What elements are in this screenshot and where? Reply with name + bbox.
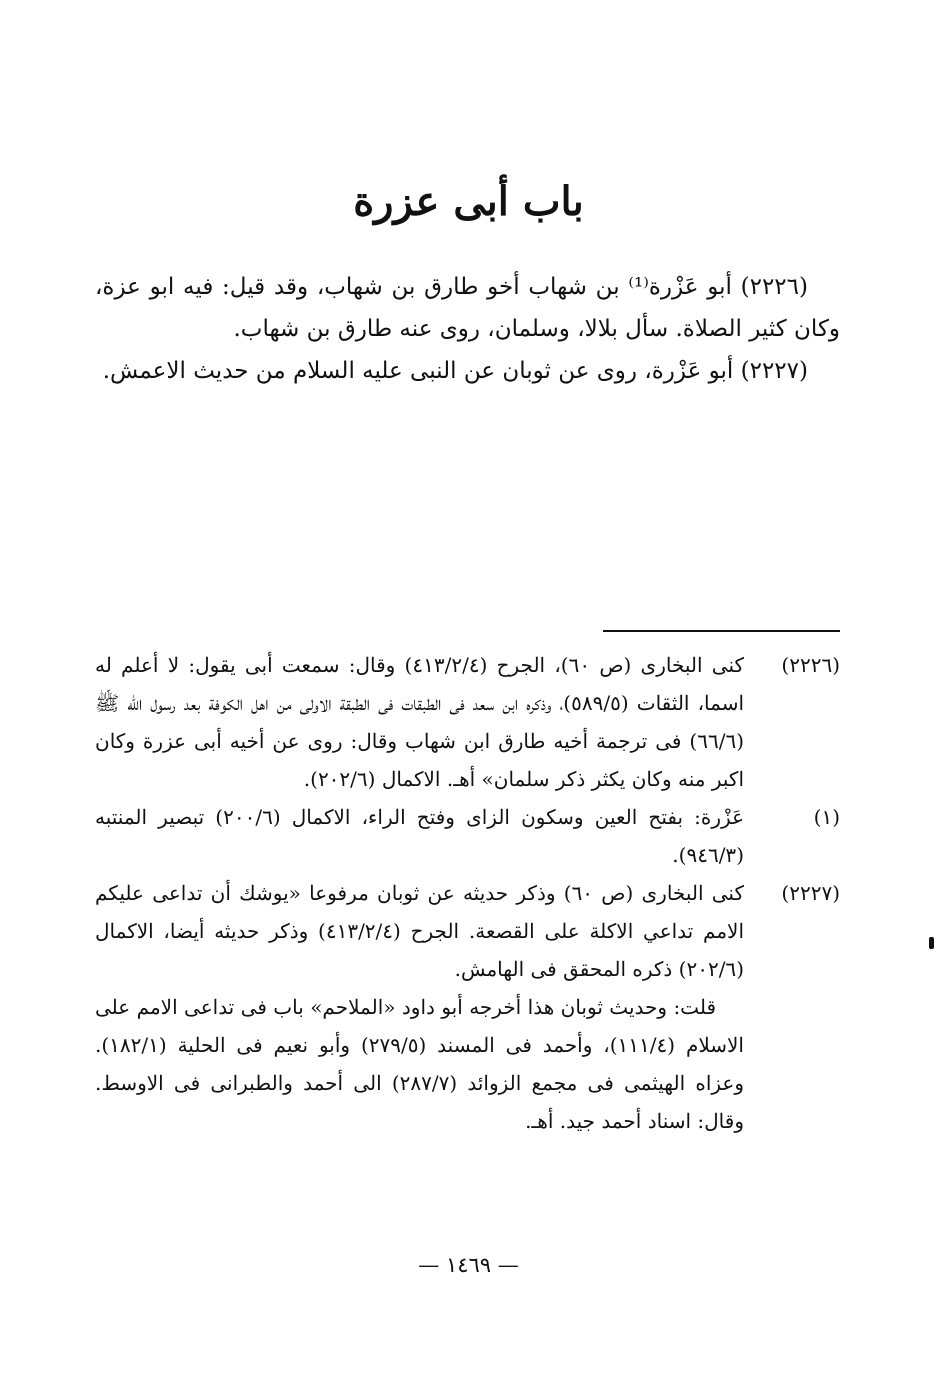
footnote-1 — [95, 798, 840, 874]
footnote-body — [95, 874, 744, 1140]
footnote-divider — [603, 630, 840, 632]
footnote-body — [95, 646, 744, 798]
footnote-marker: (١) — [813, 805, 840, 829]
footnote-2227 — [95, 874, 840, 1140]
footnote-paragraph: كنى البخارى (ص ٦٠)، الجرح (٤١٣/٢/٤) وقال: سمعت أبى يقول: لا أعلم له اسما، الثقات (٥٨٩/٥)، وذكره ابن سعد فى الطبقات فى الطبقة الاولى من اهل الكوفة بعد رسول الله ﷺ (٦٦/٦) فى ترجمة أخيه طارق ابن شهاب وقال: روى عن أخيه أبى عزرة وكان اكبر منه وكان يكثر ذكر سلمان» أهـ. الاكمال (٢٠٢/٦). — [95, 653, 745, 791]
footnote-marker: (٢٢٢٦) — [781, 653, 840, 677]
footnotes — [95, 646, 840, 1140]
footnote-body — [95, 798, 744, 874]
scan-edge-mark — [929, 937, 934, 949]
main-text — [95, 266, 840, 392]
footnote-marker: (٢٢٢٧) — [781, 881, 840, 905]
entry-2226: (٢٢٢٦) أبو عَزْرة⁽¹⁾ بن شهاب أخو طارق بن شهاب، وقد قيل: فيه ابو عزة، وكان كثير الصلاة. سأل بلالا، وسلمان، روى عنه طارق بن شهاب. — [95, 274, 840, 342]
footnote-paragraph: عَزْرة: بفتح العين وسكون الزاى وفتح الراء، الاكمال (٢٠٠/٦) تبصير المنتبه (٩٤٦/٣). — [95, 805, 745, 867]
chapter-title: باب أبى عزرة — [353, 178, 584, 225]
footnote-2226 — [95, 646, 840, 798]
page-number: — ١٤٦٩ — — [418, 1253, 519, 1277]
footnote-paragraph: قلت: وحديث ثوبان هذا أخرجه أبو داود «الملاحم» باب فى تداعى الامم على الاسلام (١١١/٤)، وأحمد فى المسند (٢٧٩/٥) وأبو نعيم فى الحلية (١٨٢/١). وعزاه الهيثمى فى مجمع الزوائد (٢٨٧/٧) الى أحمد والطبرانى فى الاوسط. وقال: اسناد أحمد جيد. أهـ. — [95, 995, 744, 1133]
entry-2227: (٢٢٢٧) أبو عَزْرة، روى عن ثوبان عن النبى عليه السلام من حديث الاعمش. — [102, 358, 808, 384]
footnote-paragraph: كنى البخارى (ص ٦٠) وذكر حديثه عن ثوبان مرفوعا «يوشك أن تداعى عليكم الامم تداعي الاكلة على القصعة. الجرح (٤١٣/٢/٤) وذكر حديثه أيضا، الاكمال (٢٠٢/٦) ذكره المحقق فى الهامش. — [95, 881, 744, 981]
